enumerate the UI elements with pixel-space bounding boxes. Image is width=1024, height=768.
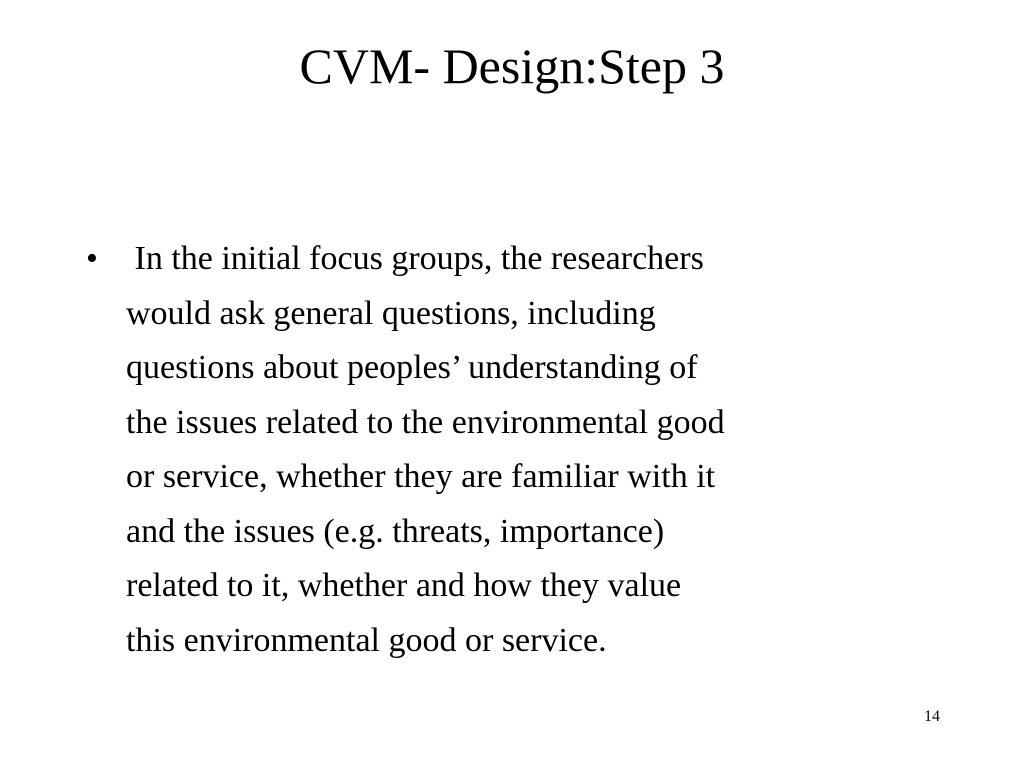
bullet-item	[84, 232, 964, 668]
bullet-line: In the initial focus groups, the researchers	[126, 240, 704, 277]
bullet-line: and the issues (e.g. threats, importance)	[126, 512, 665, 550]
bullet-line: related to it, whether and how they value	[126, 567, 682, 604]
bullet-line: the issues related to the environmental good	[126, 403, 725, 441]
bullet-line: this environmental good or service.	[126, 621, 607, 659]
slide-title: CVM- Design:Step 3	[299, 38, 725, 94]
bullet-line: or service, whether they are familiar with it	[126, 458, 716, 495]
bullet-line: questions about peoples’ understanding of	[126, 349, 698, 386]
slide-body	[84, 232, 964, 668]
bullet-icon: •	[86, 240, 98, 277]
bullet-line: would ask general questions, including	[126, 294, 656, 332]
slide-number: 14	[924, 708, 940, 725]
